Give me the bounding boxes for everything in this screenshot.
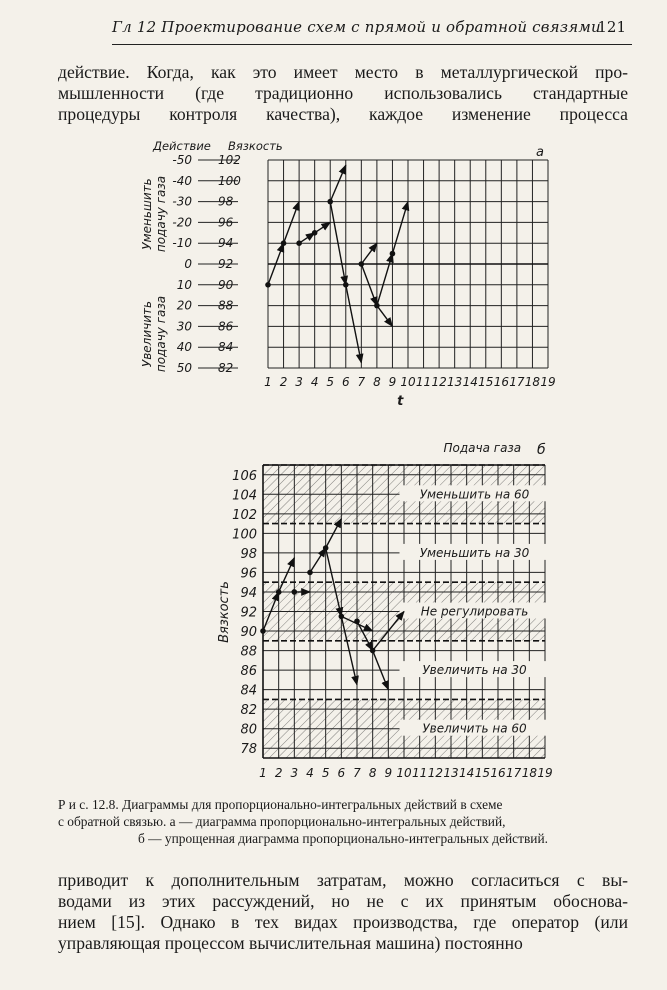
- x-tick-label: 12: [431, 375, 447, 389]
- x-tick-label: 1: [264, 375, 272, 389]
- zone-label: Увеличить на 30: [422, 663, 527, 678]
- zone-label: Увеличить на 60: [422, 721, 527, 736]
- y-tick-label: 80: [240, 722, 257, 738]
- viscosity-tick-label: 100: [218, 173, 241, 188]
- trend-arrow: [330, 165, 346, 201]
- data-point: [370, 648, 376, 654]
- x-tick-label: 6: [341, 375, 350, 389]
- x-tick-label: 4: [310, 375, 319, 389]
- page-number: 121: [597, 18, 626, 36]
- x-tick-label: 9: [384, 766, 393, 780]
- text-line: приводит к дополнительным затратам, можно согласиться с вы-: [58, 870, 628, 890]
- text-line: действие. Когда, как это имеет место в металлургической про-: [58, 62, 628, 82]
- column-header-viscosity: Вязкость: [228, 139, 283, 153]
- x-tick-label: 17: [509, 375, 525, 389]
- caption-line: с обратной связью. а — диаграмма пропорционально-интегральных действий,: [58, 814, 506, 829]
- x-axis-label: t: [397, 394, 404, 409]
- data-point: [281, 240, 287, 246]
- x-tick-label: 15: [474, 766, 490, 780]
- x-tick-label: 18: [524, 375, 541, 389]
- action-tick-label: 10: [176, 277, 192, 292]
- x-tick-label: 5: [321, 766, 330, 780]
- y-axis-label: [217, 581, 232, 643]
- viscosity-tick-label: 92: [218, 257, 234, 271]
- y-tick-label: 96: [240, 566, 257, 582]
- y-tick-label: 90: [240, 625, 257, 641]
- y-tick-label: 98: [240, 546, 257, 562]
- x-tick-label: 3: [295, 375, 303, 389]
- x-tick-label: 2: [274, 766, 283, 780]
- action-tick-label: 0: [184, 257, 192, 271]
- zone-label: Не регулировать: [420, 604, 529, 619]
- caption-line: Р и с. 12.8. Диаграммы для пропорционально-интегральных действий в схеме: [58, 797, 503, 812]
- trend-arrow: [310, 548, 326, 572]
- text-line: мышленности (где традиционно использовались стандартные: [58, 83, 628, 103]
- x-tick-label: 10: [400, 375, 416, 389]
- data-point: [312, 230, 318, 236]
- action-tick-label: -50: [172, 153, 192, 167]
- viscosity-tick-label: 82: [218, 361, 234, 375]
- x-tick-label: 9: [388, 375, 397, 389]
- zone-label: Уменьшить на 30: [419, 545, 530, 560]
- x-tick-label: 3: [290, 766, 299, 780]
- viscosity-tick-label: 86: [218, 319, 234, 334]
- text-line: управляющая процессом вычислительная машина) постоянно: [58, 933, 523, 953]
- x-tick-label: 6: [337, 766, 346, 780]
- viscosity-tick-label: 102: [218, 153, 241, 167]
- viscosity-tick-label: 90: [218, 277, 234, 292]
- x-tick-label: 16: [493, 375, 509, 389]
- action-tick-label: 50: [176, 361, 192, 375]
- x-tick-label: 16: [490, 766, 506, 780]
- y-tick-label: 82: [240, 703, 257, 719]
- data-point: [359, 261, 365, 267]
- x-tick-label: 7: [353, 766, 361, 780]
- x-tick-label: 17: [506, 766, 522, 780]
- trend-arrow: [392, 202, 408, 254]
- viscosity-tick-label: 94: [218, 236, 234, 251]
- figure-caption: [58, 796, 628, 847]
- x-tick-label: 13: [447, 375, 463, 389]
- trend-arrow: [377, 306, 393, 327]
- zone-label: Уменьшить на 60: [419, 487, 530, 502]
- y-tick-label: 78: [240, 742, 257, 758]
- left-label-bottom: [140, 296, 168, 372]
- y-tick-label: 92: [240, 605, 257, 621]
- viscosity-tick-label: 98: [218, 194, 234, 209]
- x-tick-label: 10: [396, 766, 412, 780]
- action-tick-label: 20: [176, 298, 192, 313]
- action-tick-label: 40: [176, 340, 192, 355]
- x-tick-label: 7: [357, 375, 366, 389]
- data-point: [327, 199, 333, 205]
- action-tick-label: -20: [172, 215, 192, 230]
- data-point: [343, 282, 349, 288]
- x-tick-label: 15: [478, 375, 494, 389]
- y-tick-label: 104: [232, 488, 257, 504]
- text-line: нием [15]. Однако в тех видах производства, где оператор (или: [58, 912, 628, 932]
- left-label-top: [140, 176, 168, 252]
- x-tick-label: 11: [412, 766, 428, 780]
- data-point: [374, 303, 380, 309]
- column-header-action: Действие: [153, 139, 211, 153]
- y-tick-label: 100: [232, 527, 257, 543]
- data-point: [276, 589, 282, 595]
- x-tick-label: 19: [537, 766, 553, 780]
- data-point: [260, 628, 266, 634]
- y-axis-label-text: Вязкость: [217, 581, 232, 643]
- viscosity-tick-label: 84: [218, 340, 234, 355]
- data-point: [390, 251, 396, 257]
- action-tick-label: -10: [172, 236, 192, 251]
- data-point: [292, 589, 298, 595]
- paragraph-bottom: [58, 870, 628, 954]
- left-label-bottom-line2: подачу газа: [154, 295, 168, 373]
- y-tick-label: 106: [232, 468, 257, 484]
- data-point: [265, 282, 271, 288]
- text-line: процедуры контроля качества), каждое изменение процесса: [58, 104, 628, 124]
- left-label-top-line1: Уменьшить: [140, 178, 154, 250]
- x-tick-label: 14: [459, 766, 475, 780]
- caption-line: б — упрощенная диаграмма пропорционально-интегральных действий.: [138, 831, 548, 846]
- x-tick-label: 1: [259, 766, 267, 780]
- action-tick-label: -40: [172, 173, 192, 188]
- x-tick-label: 8: [368, 766, 377, 780]
- chart-b-title: Подача газа: [443, 441, 522, 455]
- data-point: [339, 614, 345, 620]
- x-tick-label: 19: [540, 375, 556, 389]
- action-tick-label: 30: [176, 319, 192, 334]
- data-point: [307, 570, 313, 576]
- text-line: водами из этих рассуждений, но не с их принятым обоснова-: [58, 891, 628, 911]
- x-tick-label: 2: [279, 375, 288, 389]
- y-tick-label: 88: [240, 644, 257, 660]
- trend-arrow: [315, 222, 331, 232]
- y-tick-label: 86: [240, 664, 257, 680]
- x-tick-label: 4: [306, 766, 314, 780]
- trend-arrow: [299, 233, 315, 243]
- viscosity-tick-label: 88: [218, 298, 234, 313]
- x-tick-label: 5: [326, 375, 335, 389]
- x-tick-label: 18: [521, 766, 537, 780]
- x-tick-label: 8: [373, 375, 381, 389]
- panel-label-b: б: [537, 442, 546, 458]
- trend-arrow: [377, 254, 393, 306]
- y-tick-label: 84: [240, 683, 257, 699]
- left-label-bottom-line1: Увеличить: [140, 300, 154, 368]
- trend-arrow: [346, 285, 362, 363]
- viscosity-tick-label: 96: [218, 215, 234, 230]
- data-point: [323, 545, 329, 551]
- y-tick-label: 94: [240, 585, 257, 601]
- action-tick-label: -30: [172, 194, 192, 209]
- x-tick-label: 12: [427, 766, 443, 780]
- y-tick-label: 102: [232, 507, 257, 523]
- x-tick-label: 14: [462, 375, 478, 389]
- trend-arrow: [361, 243, 377, 264]
- chapter-title: Гл 12 Проектирование схем с прямой и обратной связями: [112, 18, 601, 36]
- x-tick-label: 13: [443, 766, 459, 780]
- left-label-top-line2: подачу газа: [154, 175, 168, 253]
- data-point: [296, 240, 302, 246]
- data-point: [354, 618, 360, 624]
- x-tick-label: 11: [415, 375, 432, 389]
- panel-label-a: а: [536, 145, 544, 160]
